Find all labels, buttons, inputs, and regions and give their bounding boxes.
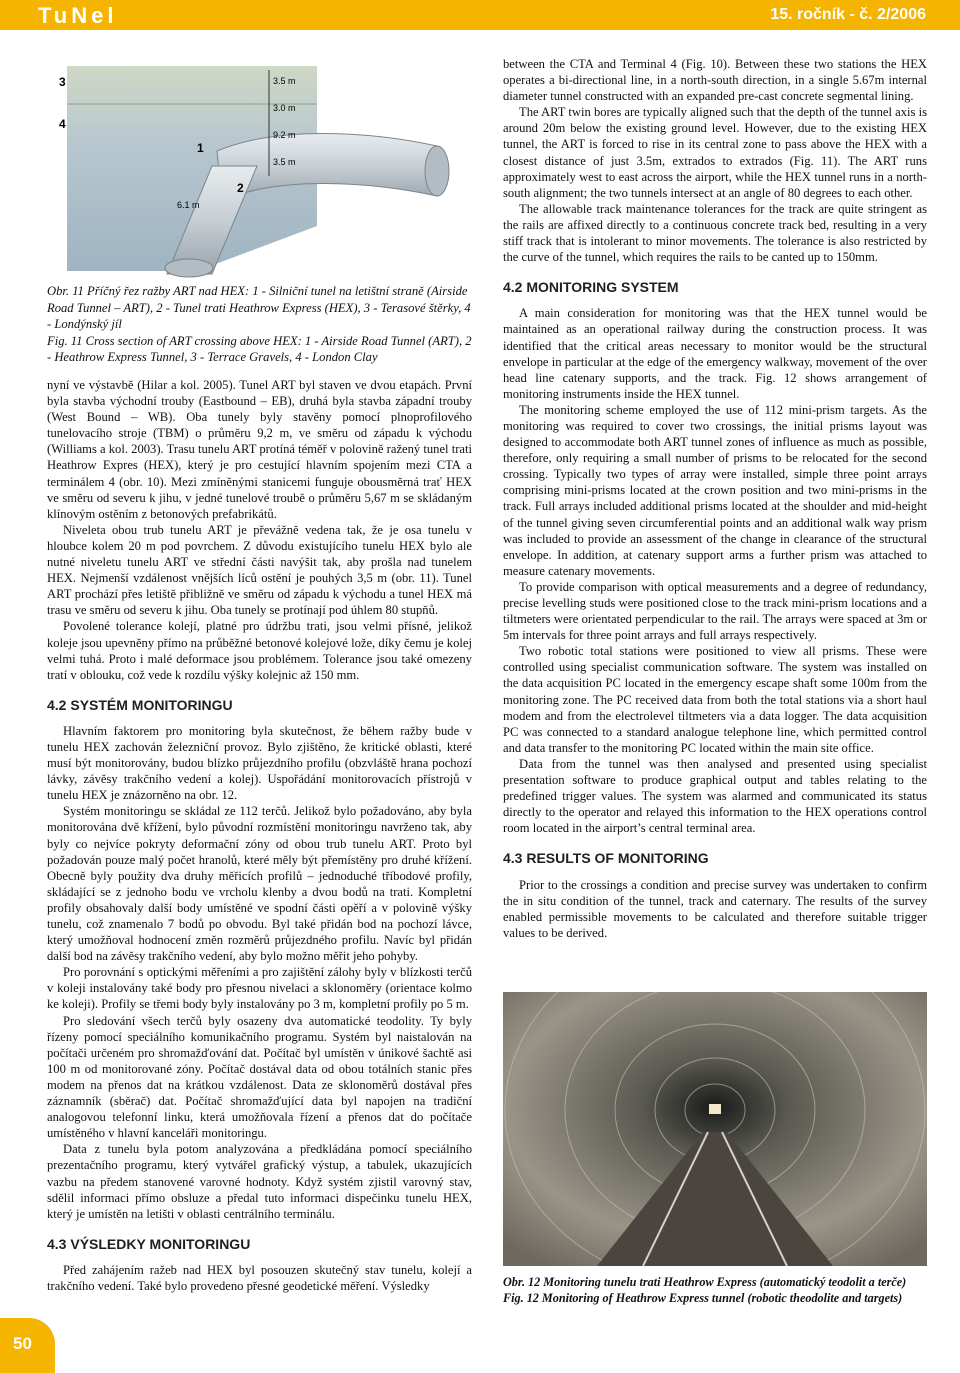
issue-label: 15. ročník - č. 2/2006 <box>770 6 926 23</box>
caption-en: Fig. 11 Cross section of ART crossing above HEX: 1 - Airside Road Tunnel (ART), 2 - Heathrow Express Tunnel, 3 - Terrace Gravels, 4 - London Clay <box>47 333 472 365</box>
section-heading-4-2-cz: 4.2 SYSTÉM MONITORINGU <box>47 696 233 713</box>
paragraph: Systém monitoringu se skládal ze 112 terčů. Jelikož bylo požadováno, aby byla monitorována dvě křížení, bylo původní rozmístění monitoringu navrženo tak, aby byly co nejvíce pokryty deformační zóny od obou trub tunelu ART. Proto byl požadován pouze malý počet hranolů, které měly být přemístěny pro druhé křížení. Obecně byly použity dva druhy měřicích profilů – jednoduché tříbodové profily, skládající se z jednoho bodu ve vrcholu klenby a dvou bodů na trati. Kompletní profily obsahovaly další body umístěné ve spodní části opěří a v polovině výšky tunelu, což znamenalo 7 bodů po obvodu. Byl také přidán bod na pochozí lávce, který umožňoval hodnocení změn rozměrů průjezdného profilu. Navíc byl přidán další bod na závěsy trakčního vedení, aby bylo možno měřit jeho pohyby. <box>47 804 472 964</box>
paragraph: nyní ve výstavbě (Hilar a kol. 2005). Tunel ART byl staven ve dvou etapách. První byla stavba východní trouby (Eastbound – EB), druhá byla stavba západní trouby (West Bound – WB). Oba tunely byly stavěny pomocí plnoprofilového tunelovacího stroje (TBM) o průměru 9,2 m, ve směru od západu k východu (Williams a kol. 2003). Trasu tunelu ART protíná téměř v polovině ražený tunel trati Heathrow Expres (HEX), který je pro cestující hlavním spojením mezi CTA a terminálem 4 (obr. 10). Mezi zmíněnými stanicemi funguje obousměrná trať HEX ve směru od severu k jihu, v jedné tunelové troubě o průměru 5,67 m se skládaným klínovým ostěním z betonových prefabrikátů. <box>47 378 472 521</box>
paragraph: A main consideration for monitoring was that the HEX tunnel would be maintained as an operational railway during the construction process. It was identified that the critical areas necessary to monitor would be the structural envelope in particular at the edge of the emergency walkway, movement of the over head line catenary supports, and the track. Fig. 12 shows arrangement of monitoring instruments inside the HEX tunnel. <box>503 306 927 401</box>
paragraph: The monitoring scheme employed the use of 112 mini-prism targets. As the monitoring was required to cover two crossings, the initial prisms layout was designed to accommodate both ART tunnel zones of influence as much as possible, therefore, only requiring a small number of prisms to be relocated for the second crossing. Typically two types of array were installed, simple three point arrays comprising mini-prisms located at the crown position and two mini-prisms in the track. Full arrays included additional prisms located at the shoulder and mid-height of the tunnel giving seven circumferential points and an additional walk way prism was included to provide an assessment of the change in clearance of the structural envelope. In addition, at catenary support arms a further prism was attached to measure catenary movements. <box>503 402 927 578</box>
paragraph: The ART twin bores are typically aligned such that the depth of the tunnel axis is around 20m below the existing ground level. However, due to the existing HEX tunnel, the ART is forced to rise in its central zone to pass above the HEX with a closest distance of just 3.5m, extrados to extrados (Fig. 11). The ART runs approximately west to east across the airport, while the HEX tunnel runs in a north-south alignment; the two tunnels intersect at an angle of 80 degrees to each other. <box>503 105 927 200</box>
section-heading-4-3-en: 4.3 RESULTS OF MONITORING <box>503 850 709 867</box>
figure-12-tunnel-photo <box>503 992 927 1266</box>
paragraph: Před zahájením ražeb nad HEX byl posouzen skutečný stav tunelu, kolejí a trakčního vedení. Také bylo provedeno přesné geodetické měření. Výsledky <box>47 1262 472 1293</box>
section-heading-4-3-cz: 4.3 VÝSLEDKY MONITORINGU <box>47 1235 251 1252</box>
right-column <box>503 56 927 941</box>
paragraph: Two robotic total stations were positioned to view all prisms. These were controlled using specialist communication software. The system was installed on the data acquisition PC located in the emergency escape shaft some 100m from the monitoring zone. The PC received data from both the total stations via a short haul modem and from the electrolevel tiltmeters via a data logger. The data acquisition PC was connected to a standard analogue telephone line, which permitted control and data transfer to the monitoring PC located within the main site office. <box>503 644 927 755</box>
paragraph: Data from the tunnel was then analysed and presented using specialist presentation software to produce graphical output and tables relating to the predefined trigger values. The system was alarmed and communicated its status directly to the operator and relayed this information to the HEX operations control room located in the airport’s central terminal area. <box>503 756 927 836</box>
caption-cz: Obr. 11 Příčný řez ražby ART nad HEX: 1 - Silniční tunel na letištní straně (Airside Road Tunnel – ART), 2 - Tunel trati Heathrow Express (HEX), 3 - Terasové štěrky, 4 - Londýnský jíl <box>47 284 471 332</box>
paragraph: Data z tunelu byla potom analyzována a předkládána pomocí speciálního prezentačního programu, který vytvářel grafický výstup, a tabulek, ukazujících vazbu na předem stanovené varovné hodnoty. Když systém zjistil varovný stav, sdělil informaci přímo obsluze a předal tuto informaci dispečinku tunelu HEX, který je umístěn na letišti v oblasti centrálního terminálu. <box>47 1142 472 1221</box>
paragraph: The allowable track maintenance tolerances for the track are quite stringent as the rails are affixed directly to a continuous concrete track bed, resulting in a very stiff track that is intolerant to minor movements. The tolerance is also restricted by the curve of the tunnel, which requires the rails to be canted up to 150mm. <box>503 201 927 265</box>
dim-a: 3.5 m <box>273 76 296 86</box>
magazine-logo: TuNel <box>38 3 118 28</box>
caption-cz: Obr. 12 Monitoring tunelu trati Heathrow Express (automatický teodolit a terče) <box>503 1275 907 1289</box>
label-layer-3: 3 <box>59 75 66 89</box>
paragraph: Prior to the crossings a condition and precise survey was undertaken to confirm the in situ condition of the tunnel, track and caternary. The results of the survey enabled permissible movements to be calculated and therefore suitable trigger values to be derived. <box>503 877 927 940</box>
label-tunnel-1: 1 <box>197 141 204 155</box>
page-badge <box>0 1318 55 1373</box>
paragraph: Povolené tolerance kolejí, platné pro údržbu trati, jsou velmi přísné, jelikož koleje jsou upevněny přímo na průběžné betonové kolejové lože, díky čemu je kolej velmi tuhá. Proto i malé deformace jsou problémem. Tolerance jsou také omezeny tratí v oblouku, což vede k rozdílu výšky kolejnic až 150 mm. <box>47 619 472 682</box>
caption-en: Fig. 12 Monitoring of Heathrow Express tunnel (robotic theodolite and targets) <box>503 1291 903 1305</box>
figure-11-caption <box>47 283 472 366</box>
dim-e: 6.1 m <box>177 200 200 210</box>
dim-c: 9.2 m <box>273 130 296 140</box>
label-tunnel-2: 2 <box>237 181 244 195</box>
paragraph: To provide comparison with optical measurements and a degree of redundancy, precise levelling studs were positioned close to the track mini-prism locations and a tiltmeters were orientated perpendicular to the rail. The arrays were spaced at 3m or 5m intervals for three point arrays and full arrays respectively. <box>503 579 927 643</box>
paragraph: between the CTA and Terminal 4 (Fig. 10). Between these two stations the HEX operates a bi-directional line, in a north-south direction, in a single 5.67m internal diameter tunnel constructed with an expanded pre-cast concrete segmental lining. <box>503 57 927 104</box>
paragraph: Pro porovnání s optickými měřeními a pro zajištění zálohy byly v blízkosti terčů v koleji instalovány také body pro přesnou nivelaci a sklonoměry (orientace kolmo ke koleji). Profily se třemi body byly instalovány po 3 m, kompletní profily po 5 m. <box>47 965 472 1012</box>
section-heading-4-2-en: 4.2 MONITORING SYSTEM <box>503 279 679 296</box>
page-number: 50 <box>13 1334 32 1353</box>
figure-11-cross-section <box>47 56 471 278</box>
dim-d: 3.5 m <box>273 157 296 167</box>
paragraph: Pro sledování všech terčů byly osazeny dva automatické teodolity. Ty byly řízeny pomocí speciálního komunikačního programu. Systém byl naistalován na počítači určeném pro shromažďování dat. Počítač byl umístěn v únikové šachtě asi 100 m od monitorované zóny. Počítač dostával data od obou totálních stanic přes modem na přenos dat na krátkou vzdálenost. Data ze sklonoměrů dostával přes záznamník (sběrač) dat. Počítač shromažďující data byl napojen na tradiční analogovou telefonní linku, která umožňovala řízení a přenos dat do počítače umístěného v hlavní kanceláři monitoringu. <box>47 1013 472 1141</box>
header-bar <box>0 0 960 30</box>
dim-b: 3.0 m <box>273 103 296 113</box>
paragraph: Niveleta obou trub tunelu ART je převážně vedena tak, že je osa tunelu v hloubce kolem 20 m pod povrchem. Z důvodu existujícího tunelu HEX bylo ale nutné niveletu tunelu ART ve střední části navýšit tak, aby prošla nad tunelem HEX. Nejmenší vzdálenost vnějších líců ostění je pouhých 3,5 m (obr. 11). Tunel ART prochází přes letiště přibližně ve směru od západu k východu a tunel HEX má trasu ve směru od severu k jihu. Oba tunely se protínají pod úhlem 80 stupňů. <box>47 522 472 618</box>
paragraph: Hlavním faktorem pro monitoring byla skutečnost, že během ražby bude v tunelu HEX zachován železniční provoz. Bylo zjištěno, že kritické oblasti, které musí být monitorovány, budou blízko průjezdního profilu (obzvláště hrana pochozí lávky, závěsy trakčního vedení a kolej). Uspořádání monitorovacích přístrojů v tunelu HEX je znázorněno na obr. 12. <box>47 723 472 803</box>
figure-12-caption <box>503 1274 928 1306</box>
left-column <box>47 377 472 1294</box>
label-layer-4: 4 <box>59 117 66 131</box>
